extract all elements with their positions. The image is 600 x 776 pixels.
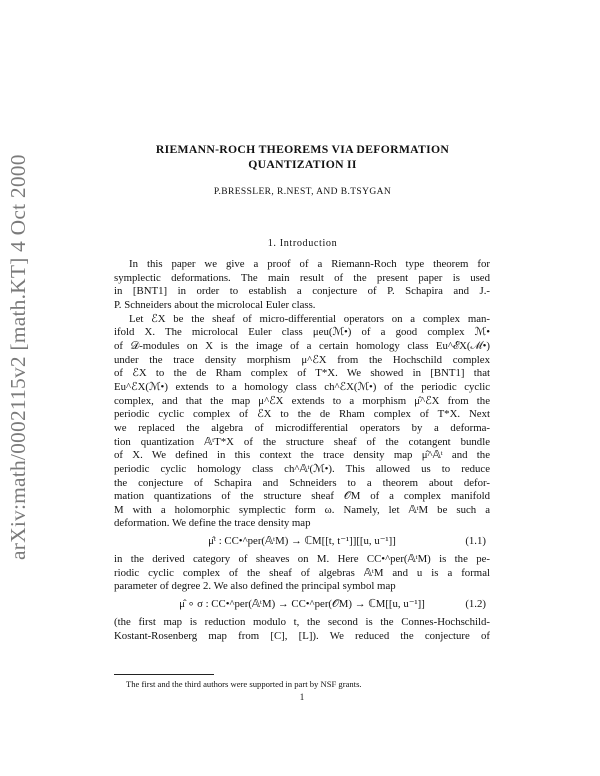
paper-title	[120, 142, 485, 172]
text-line: periodic cyclic homology class ch^𝔸ᵗ(ℳ•). This allowed us to reduce	[114, 462, 490, 475]
footnote: The first and the third authors were supported in part by NSF grants.	[126, 679, 362, 689]
equation-number: (1.2)	[465, 598, 486, 611]
text-line: of X. We defined in this context the trace density map μ̂^𝔸ᵗ and the	[114, 449, 490, 462]
footnote-rule	[114, 674, 214, 675]
text-line: of 𝒟-modules on X is the image of a certain homology class Eu^ℰX(ℳ•)	[114, 339, 490, 352]
text-line: we replaced the algebra of microdifferential operators by a deforma-	[114, 421, 490, 434]
text-line: ifold X. The microlocal Euler class μeu(ℳ•) of a good complex ℳ•	[114, 326, 490, 339]
text-line: the conjecture of Schapira and Schneiders to a theorem about defor-	[114, 476, 490, 489]
text-line: under the trace density morphism μ^ℰX from the Hochschild complex	[114, 353, 490, 366]
title-line-2: QUANTIZATION II	[248, 158, 357, 171]
arxiv-identifier: arXiv:math/0002115v2 [math.KT] 4 Oct 2000	[6, 154, 30, 560]
paragraph-3	[114, 553, 490, 594]
text-line: periodic cyclic complex of ℰX to the de Rham complex of T*X. Next	[114, 408, 490, 421]
text-line: symplectic deformations. The main result of the present paper is used	[114, 271, 490, 284]
paragraph-1	[114, 258, 490, 313]
equation-number: (1.1)	[465, 535, 486, 548]
text-line: of ℰX to the de Rham complex of T*X. We showed in [BNT1] that	[114, 367, 490, 380]
text-line: In this paper we give a proof of a Riemann-Roch type theorem for	[129, 258, 490, 270]
text-line: in [BNT1] in order to establish a conjecture of P. Schapira and J.-	[114, 285, 490, 298]
text-line: in the derived category of sheaves on M. Here CC•^per(𝔸ᵗM) is the pe-	[114, 553, 490, 566]
text-line: Eu^ℰX(ℳ•) extends to a homology class ch^ℰX(ℳ•) of the periodic cyclic	[114, 380, 490, 393]
text-line: deformation. We define the trace density map	[114, 517, 311, 530]
text-line: parameter of degree 2. We also defined the principal symbol map	[114, 580, 396, 593]
equation-1-2	[114, 594, 490, 616]
text-line: M with a holomorphic symplectic form ω. Namely, let 𝔸ᵗM be such a	[114, 503, 490, 516]
title-line-1: RIEMANN-ROCH THEOREMS VIA DEFORMATION	[155, 143, 450, 156]
text-line: complex, and that the map μ^ℰX extends to a morphism μ̂^ℰX from the	[114, 394, 490, 407]
equation-formula: μ̂ ∘ σ : CC•^per(𝔸ᵗM) → CC•^per(𝒪M) → ℂM[[u, u⁻¹]]	[179, 598, 425, 611]
text-line: P. Schneiders about the microlocal Euler class.	[114, 298, 316, 311]
text-line: tion quantization 𝔸ᵗT*X of the structure sheaf of the cotangent bundle	[114, 435, 490, 448]
text-line: mation quantizations of the structure sheaf 𝒪M of a complex manifold	[114, 490, 490, 503]
equation-1-1	[114, 531, 490, 553]
equation-formula: μ̂ᵗ : CC•^per(𝔸ᵗM) → ℂM[[t, t⁻¹]][[u, u⁻¹]]	[208, 535, 396, 548]
text-line: (the first map is reduction modulo t, the second is the Connes-Hochschild-	[114, 616, 490, 629]
section-heading: 1. Introduction	[267, 238, 338, 249]
text-line: riodic cyclic complex of the sheaf of algebras 𝔸ᵗM and u is a formal	[114, 566, 490, 579]
author-list: P.BRESSLER, R.NEST, AND B.TSYGAN	[213, 187, 392, 197]
text-line: Kostant-Rosenberg map from [C], [L]). We reduced the conjecture of	[114, 629, 490, 642]
paragraph-2	[114, 313, 490, 532]
page-number: 1	[299, 692, 305, 702]
text-line: Let ℰX be the sheaf of micro-differential operators on a complex man-	[129, 312, 490, 325]
paragraph-4	[114, 616, 490, 643]
paper-body	[114, 258, 490, 643]
